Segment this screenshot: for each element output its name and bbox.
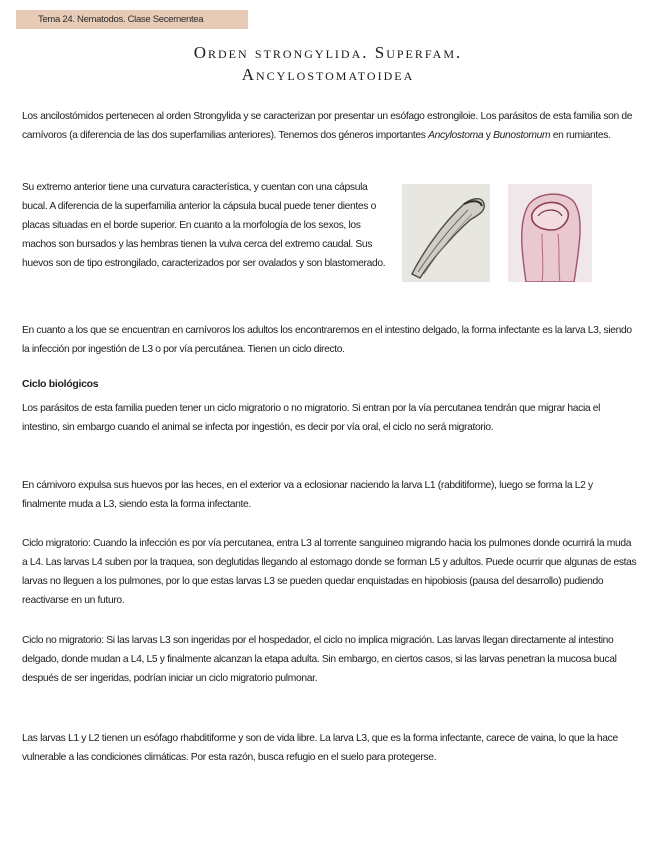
cycle-section-heading: Ciclo biológicos <box>22 378 99 390</box>
title-line-1: Orden strongylida. Superfam. <box>193 43 463 62</box>
cycle-intro-paragraph: Los parásitos de esta familia pueden tener un ciclo migratorio o no migratorio. Si entran por la vía percutanea tendrán que migrar hacia el intestino, sin embargo cuando el animal se infecta por ingestión, es decir por vía oral, el ciclo no será migratorio. <box>22 403 601 433</box>
buccal-capsule-micrograph-icon <box>508 184 592 282</box>
genus-ancylostoma: Ancylostoma <box>428 130 484 141</box>
intro-conjunction: y <box>483 130 494 141</box>
migratory-cycle-paragraph: Ciclo migratorio: Cuando la infección es por vía percutanea, entra L3 al torrente sanguineo migrando hacia los pulmones donde ocurrirá la muda a L4. Las larvas L4 suben por la traquea, son deglutidas llegando al estomago donde se forman L5 y adultos. Puede ocurrir que algunas de estas larvas no lleguen a los pulmones, por lo que estas larvas L3 se pueden quedar enquistadas en hipobiosis (pausa del desarrollo) pudiendo reactivarse en un futuro. <box>22 538 637 606</box>
larva-micrograph-image <box>402 184 490 282</box>
intro-text-1: Los ancilostómidos pertenecen al orden Strongylida y se caracterizan por presentar un esófago estrongiloie. Los parásitos de esta familia son de carnívoros (a diferencia de las dos superfamilias anteriores). Tenemos dos géneros importantes <box>22 111 633 141</box>
carnivores-paragraph: En cuanto a los que se encuentran en carnívoros los adultos los encontraremos en el intestino delgado, la forma infectante es la larva L3, siendo la infección por ingestión de L3 o por vía percutánea. Tienen un ciclo directo. <box>22 325 632 355</box>
larva-micrograph-icon <box>402 184 490 282</box>
larvae-paragraph: Las larvas L1 y L2 tienen un esófago rhabditiforme y son de vida libre. La larva L3, que es la forma infectante, carece de vaina, lo que la hace vulnerable a las condiciones climáticas. Por esta razón, busca refugio en el suelo para protegerse. <box>22 733 618 763</box>
excretion-paragraph: En cárnivoro expulsa sus huevos por las heces, en el exterior va a eclosionar naciendo la larva L1 (rabditiforme), luego se forma la L2 y finalmente muda a L3, siendo esta la forma infectante. <box>22 480 593 510</box>
buccal-capsule-micrograph-image <box>508 184 592 282</box>
page-title <box>0 42 656 86</box>
morphology-paragraph: Su extremo anterior tiene una curvatura característica, y cuentan con una cápsula bucal. A diferencia de la superfamilia anterior la cápsula bucal puede tener dientes o placas situadas en el borde superior. En cuanto a la morfología de los sexos, los machos son bursados y las hembras tienen la vulva cerca del extremo caudal. Sus huevos son de tipo estrongilado, caracterizados por ser ovalados y son blastomerado. <box>22 182 386 269</box>
intro-text-2: en rumiantes. <box>550 130 611 141</box>
non-migratory-cycle-paragraph: Ciclo no migratorio: Si las larvas L3 son ingeridas por el hospedador, el ciclo no implica migración. Las larvas llegan directamente al intestino delgado, donde mudan a L4, L5 y finalmente alcanzan la etapa adulta. Sin embargo, en ciertos casos, si las larvas penetran la mucosa bucal después de ser ingeridas, podrían iniciar un ciclo migratorio pulmonar. <box>22 635 617 684</box>
intro-paragraph <box>22 107 638 145</box>
title-line-2: Ancylostomatoidea <box>241 65 415 84</box>
chapter-header-tab: Tema 24. Nematodos. Clase Secernentea <box>16 10 248 29</box>
genus-bunostomum: Bunostomum <box>493 130 551 141</box>
